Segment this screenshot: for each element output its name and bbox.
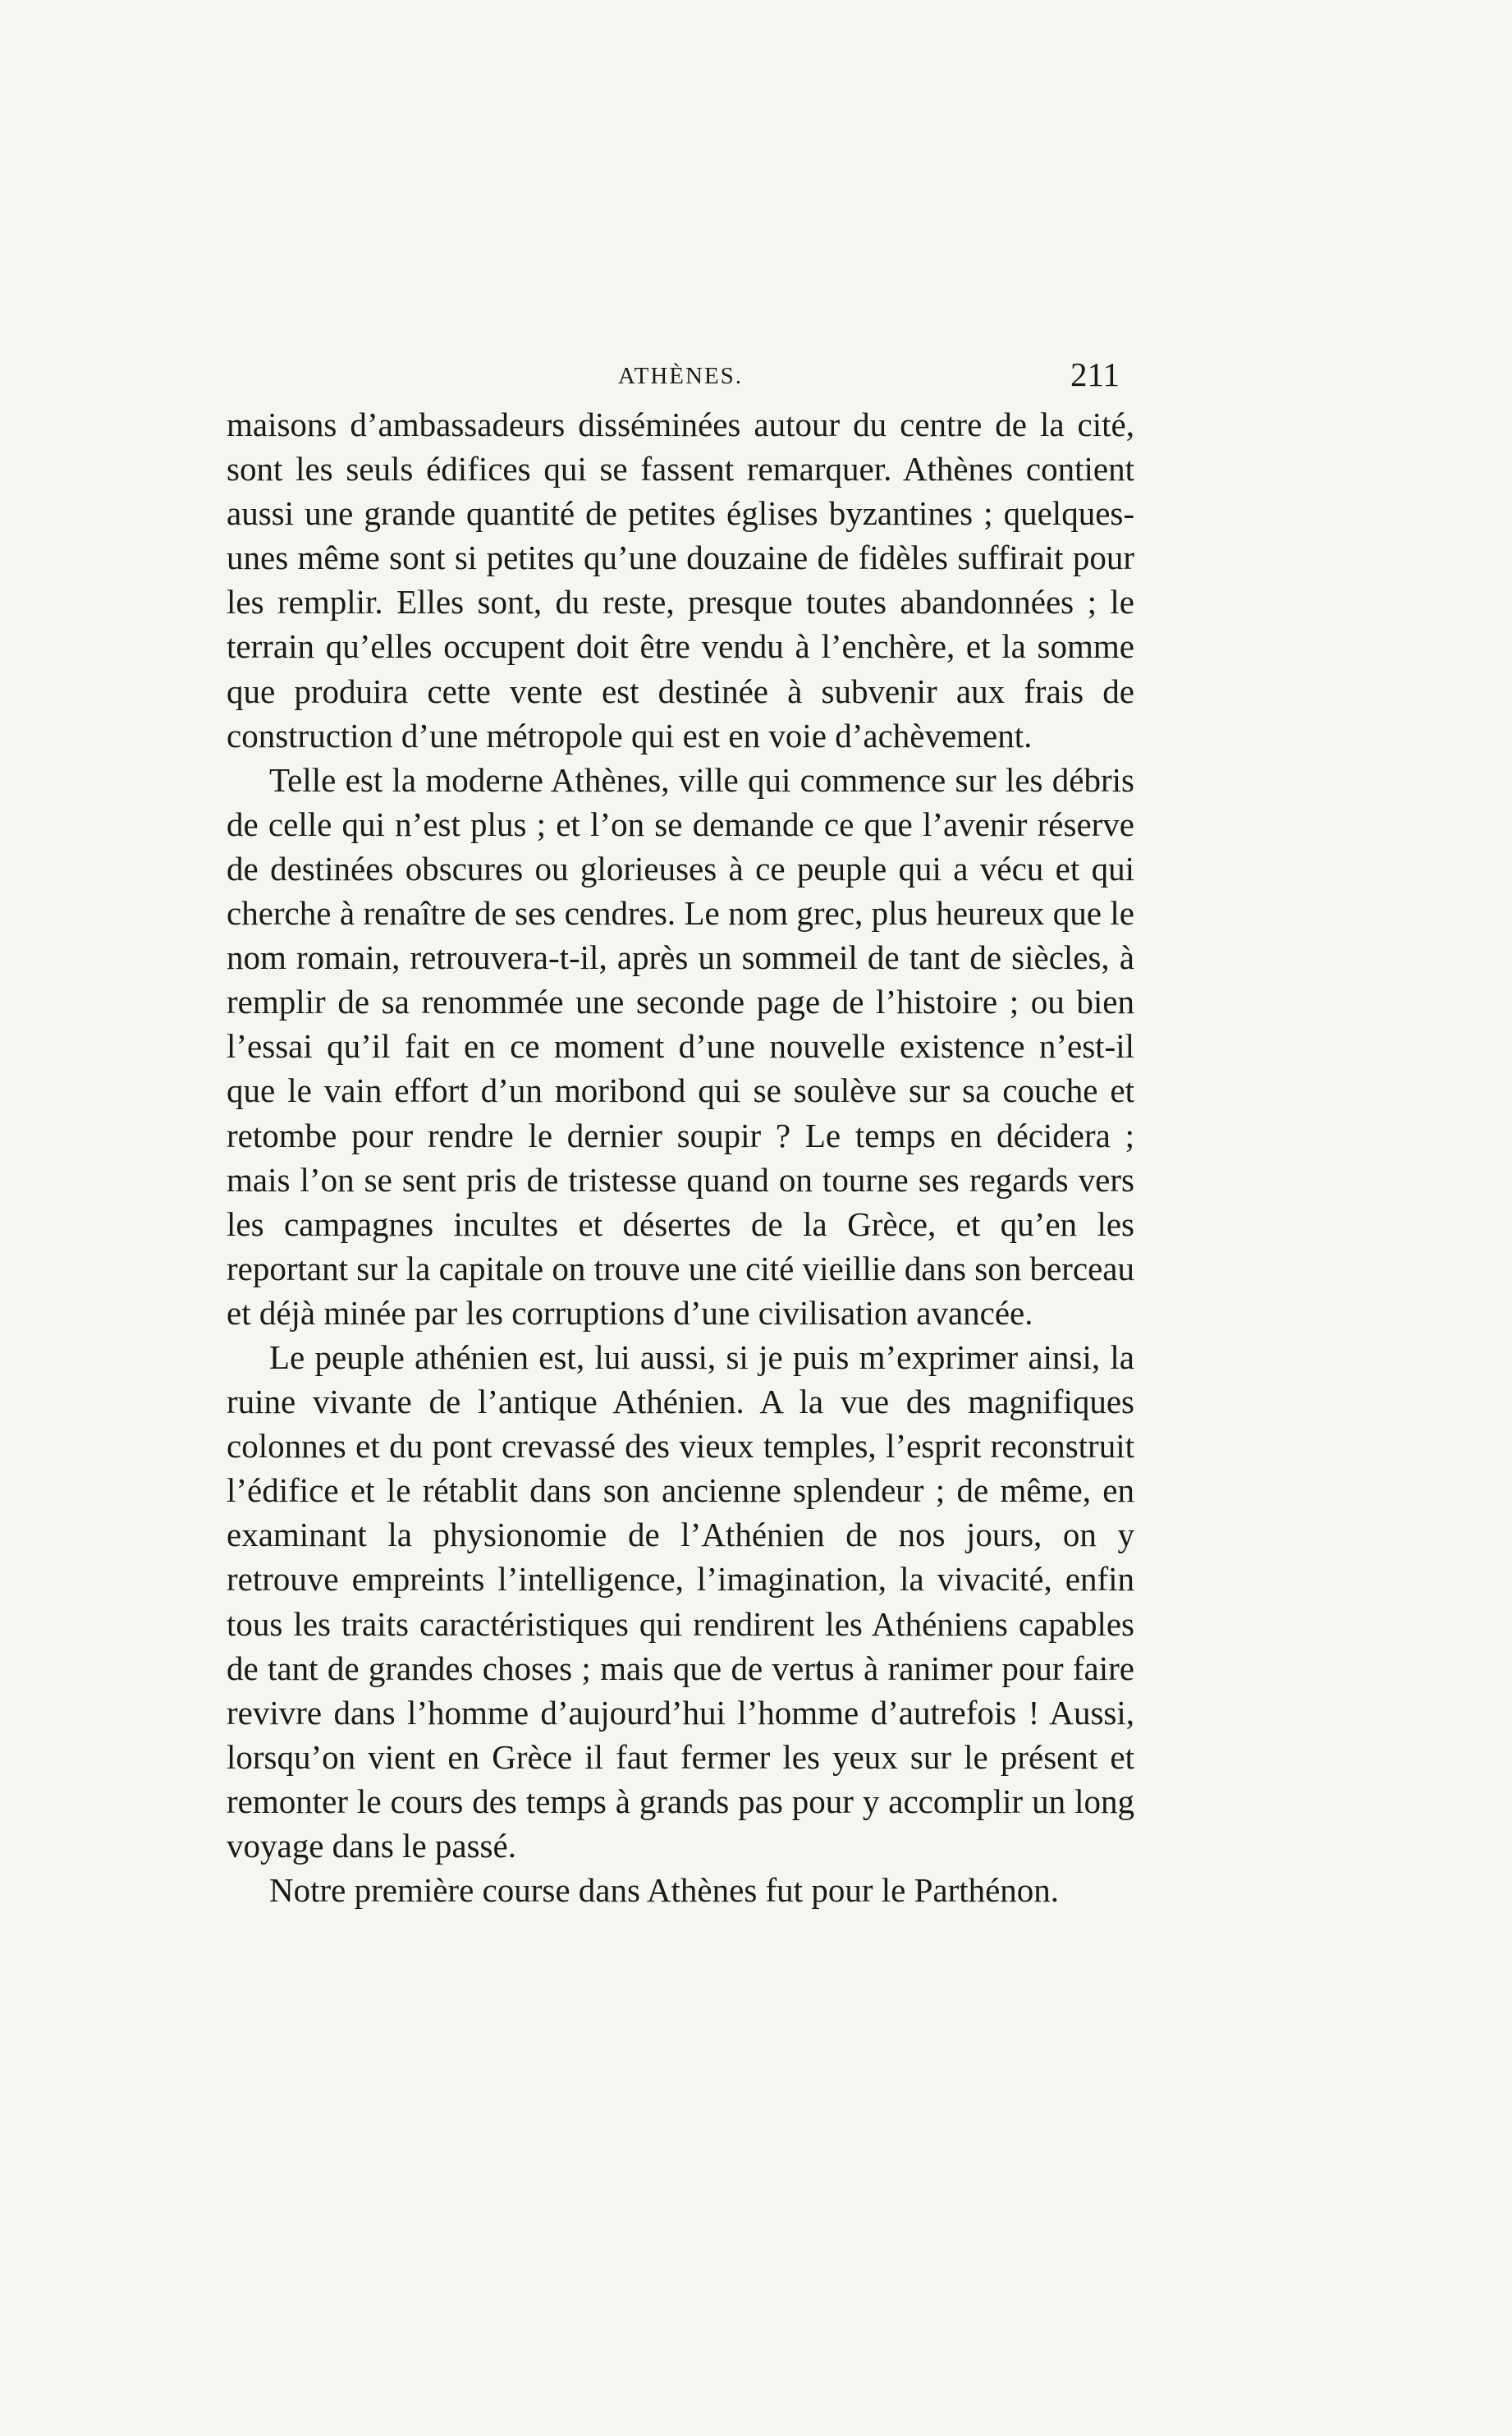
- paragraph: Le peuple athénien est, lui aussi, si je puis m’exprimer ainsi, la ruine vivante de l’antique Athénien. A la vue des magnifiques colonnes et du pont crevassé des vieux temples, l’esprit reconstruit l’édifice et le rétablit dans son ancienne splendeur ; de même, en examinant la physionomie de l’Athénien de nos jours, on y retrouve empreints l’intelligence, l’imagination, la vivacité, enfin tous les traits caractéristiques qui rendirent les Athéniens capables de tant de grandes choses ; mais que de vertus à ranimer pour faire revivre dans l’homme d’aujourd’hui l’homme d’autrefois ! Aussi, lorsqu’on vient en Grèce il faut fermer les yeux sur le présent et remonter le cours des temps à grands pas pour y accomplir un long voyage dans le passé.: [227, 1337, 1134, 1865]
- body-text: [227, 402, 1134, 1912]
- paragraph: Telle est la moderne Athènes, ville qui commence sur les débris de celle qui n’est plus ; et l’on se demande ce que l’avenir réserve de destinées obscures ou glorieuses à ce peuple qui a vécu et qui cherche à renaître de ses cendres. Le nom grec, plus heureux que le nom romain, retrouvera-t-il, après un sommeil de tant de siècles, à remplir de sa renommée une seconde page de l’histoire ; ou bien l’essai qu’il fait en ce moment d’une nouvelle existence n’est-il que le vain effort d’un moribond qui se soulève sur sa couche et retombe pour rendre le dernier soupir ? Le temps en décidera ; mais l’on se sent pris de tristesse quand on tourne ses regards vers les campagnes incultes et désertes de la Grèce, et qu’en les reportant sur la capitale on trouve une cité vieillie dans son berceau et déjà minée par les corruptions d’une civilisation avancée.: [227, 760, 1134, 1332]
- running-title: ATHÈNES.: [617, 363, 744, 389]
- paragraph-continued: maisons d’ambassadeurs disséminées autour du centre de la cité, sont les seuls édifices qui se fassent remarquer. Athènes contient aussi une grande quantité de petites églises byzantines ; quelques-unes même sont si petites qu’une douzaine de fidèles suffirait pour les remplir. Elles sont, du reste, presque toutes abandonnées ; le terrain qu’elles occupent doit être vendu à l’enchère, et la somme que produira cette vente est destinée à subvenir aux frais de construction d’une métropole qui est en voie d’achèvement.: [227, 406, 1134, 755]
- page-header: [227, 351, 1134, 401]
- page-number: 211: [1070, 356, 1120, 393]
- paragraph: Notre première course dans Athènes fut pour le Parthénon.: [269, 1871, 1060, 1910]
